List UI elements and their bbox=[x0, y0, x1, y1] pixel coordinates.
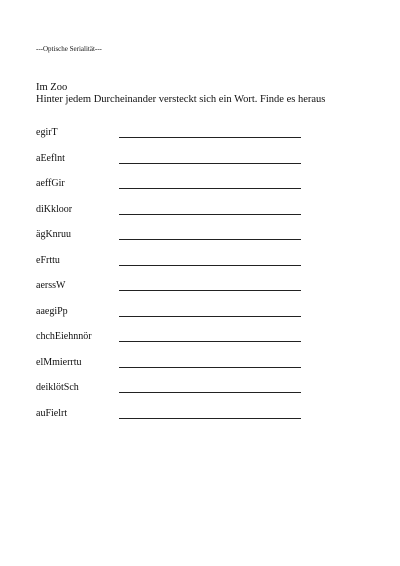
word-row-8 bbox=[36, 305, 316, 331]
scrambled-word: elMmierrtu bbox=[36, 356, 82, 368]
word-row-6 bbox=[36, 254, 316, 280]
word-row-10 bbox=[36, 356, 316, 382]
word-row-1 bbox=[36, 126, 316, 152]
answer-line[interactable] bbox=[119, 239, 301, 240]
scrambled-word: aeffGir bbox=[36, 178, 65, 189]
word-row-9 bbox=[36, 330, 316, 356]
scrambled-word: aaegiPp bbox=[36, 305, 68, 317]
worksheet-instruction: Hinter jedem Durcheinander versteckt sich ein Wort. Finde es heraus bbox=[36, 94, 326, 105]
answer-line[interactable] bbox=[119, 316, 301, 317]
scrambled-word: deiklötSch bbox=[36, 382, 79, 393]
header-note: ---Optische Serialität--- bbox=[36, 45, 102, 53]
scrambled-word: egirT bbox=[36, 127, 58, 138]
scrambled-word: aerssW bbox=[36, 280, 66, 291]
answer-line[interactable] bbox=[119, 392, 301, 393]
worksheet-title: Im Zoo bbox=[36, 82, 68, 93]
answer-line[interactable] bbox=[119, 188, 301, 189]
answer-line[interactable] bbox=[119, 265, 301, 266]
word-row-11 bbox=[36, 381, 316, 407]
answer-line[interactable] bbox=[119, 367, 301, 368]
word-row-7 bbox=[36, 279, 316, 305]
answer-line[interactable] bbox=[119, 137, 301, 138]
scrambled-word: chchEiehnnör bbox=[36, 331, 92, 342]
word-row-4 bbox=[36, 203, 316, 229]
answer-line[interactable] bbox=[119, 418, 301, 419]
scrambled-word: eFrttu bbox=[36, 254, 60, 266]
scrambled-word: aEeflnt bbox=[36, 152, 65, 164]
word-row-12 bbox=[36, 407, 316, 433]
answer-line[interactable] bbox=[119, 214, 301, 215]
answer-line[interactable] bbox=[119, 163, 301, 164]
word-row-2 bbox=[36, 152, 316, 178]
word-row-5 bbox=[36, 228, 316, 254]
scrambled-word: auFielrt bbox=[36, 407, 68, 419]
scrambled-word-list bbox=[36, 126, 316, 432]
word-row-3 bbox=[36, 177, 316, 203]
scrambled-word: ägKnruu bbox=[36, 229, 71, 240]
scrambled-word: diKkloor bbox=[36, 203, 73, 215]
answer-line[interactable] bbox=[119, 290, 301, 291]
answer-line[interactable] bbox=[119, 341, 301, 342]
